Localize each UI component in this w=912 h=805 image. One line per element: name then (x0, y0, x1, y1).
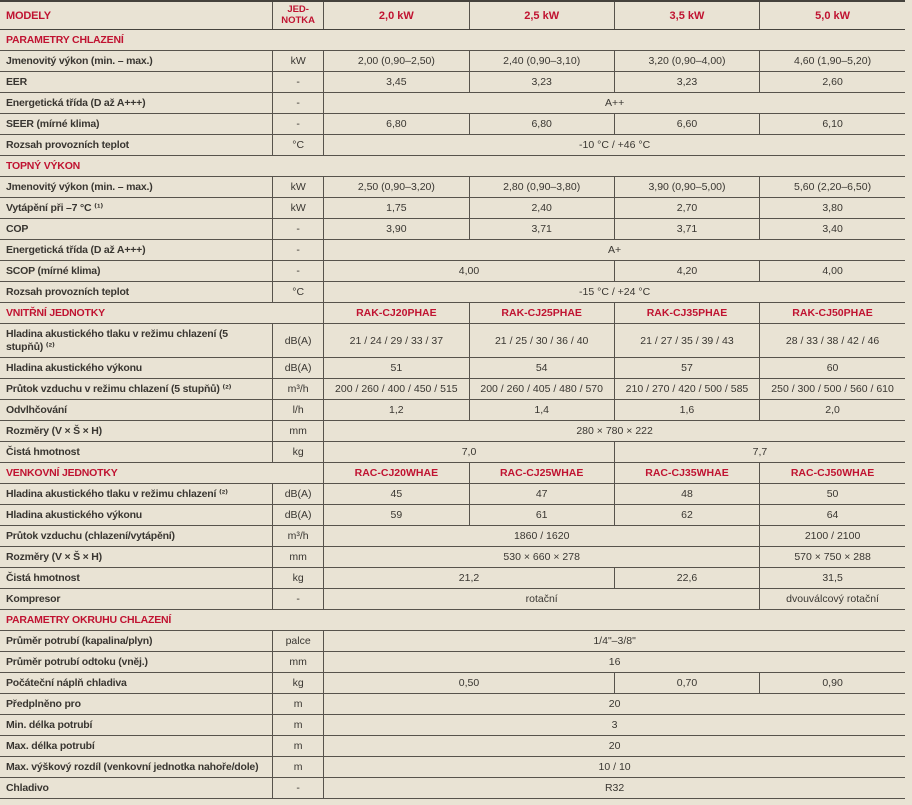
column-header-models: MODELY (0, 1, 273, 30)
value-cell: 31,5 (760, 568, 905, 589)
row-cooling-energy-class (0, 93, 905, 114)
section-row-circuit (0, 610, 905, 631)
row-label: COP (0, 219, 273, 240)
row-label: Odvlhčování (0, 400, 273, 421)
value-cell: 47 (469, 484, 614, 505)
value-cell: 3,71 (614, 219, 759, 240)
value-cell: 6,80 (469, 114, 614, 135)
unit-cell: mm (273, 652, 324, 673)
unit-cell: kg (273, 568, 324, 589)
row-cooling-seer (0, 114, 905, 135)
value-cell: 28 / 33 / 38 / 42 / 46 (760, 324, 905, 358)
value-cell: 2,00 (0,90–2,50) (324, 51, 469, 72)
unit-cell: m (273, 694, 324, 715)
section-title: PARAMETRY OKRUHU CHLAZENÍ (0, 610, 905, 631)
value-cell: 3,23 (614, 72, 759, 93)
value-cell: 0,50 (324, 673, 615, 694)
row-heating-temp-range (0, 282, 905, 303)
row-outdoor-airflow (0, 526, 905, 547)
row-label: Chladivo (0, 778, 273, 799)
unit-cell: l/h (273, 400, 324, 421)
value-cell: 10 / 10 (324, 757, 905, 778)
value-cell: 7,0 (324, 442, 615, 463)
value-cell: 2100 / 2100 (760, 526, 905, 547)
column-header-capacity-2: 2,5 kW (469, 1, 614, 30)
unit-cell: kg (273, 673, 324, 694)
value-cell: 62 (614, 505, 759, 526)
value-cell: 22,6 (614, 568, 759, 589)
value-cell: 200 / 260 / 400 / 450 / 515 (324, 379, 469, 400)
row-label: Kompresor (0, 589, 273, 610)
section-row-outdoor-units (0, 463, 905, 484)
value-cell: 3,90 (0,90–5,00) (614, 177, 759, 198)
outdoor-model-name: RAC-CJ25WHAE (469, 463, 614, 484)
column-header-unit: JED-NOTKA (273, 1, 324, 30)
unit-cell: dB(A) (273, 358, 324, 379)
value-cell: 2,80 (0,90–3,80) (469, 177, 614, 198)
value-cell: 6,60 (614, 114, 759, 135)
unit-cell: m³/h (273, 526, 324, 547)
row-label: Rozměry (V × Š × H) (0, 547, 273, 568)
value-cell: 6,80 (324, 114, 469, 135)
unit-cell: palce (273, 631, 324, 652)
value-cell: 280 × 780 × 222 (324, 421, 905, 442)
unit-cell: - (273, 778, 324, 799)
value-cell: A+ (324, 240, 905, 261)
unit-cell: kW (273, 177, 324, 198)
row-indoor-sound-power (0, 358, 905, 379)
row-label: Jmenovitý výkon (min. – max.) (0, 51, 273, 72)
value-cell: 61 (469, 505, 614, 526)
value-cell: R32 (324, 778, 905, 799)
unit-cell: - (273, 219, 324, 240)
value-cell: 210 / 270 / 420 / 500 / 585 (614, 379, 759, 400)
unit-cell: kW (273, 198, 324, 219)
unit-cell: dB(A) (273, 484, 324, 505)
row-label: Počáteční náplň chladiva (0, 673, 273, 694)
value-cell: 3,45 (324, 72, 469, 93)
value-cell: 3,71 (469, 219, 614, 240)
value-cell: 570 × 750 × 288 (760, 547, 905, 568)
unit-cell: mm (273, 421, 324, 442)
value-cell: 200 / 260 / 405 / 480 / 570 (469, 379, 614, 400)
value-cell: 50 (760, 484, 905, 505)
unit-cell: - (273, 114, 324, 135)
row-indoor-sound-pressure (0, 324, 905, 358)
value-cell: 3,90 (324, 219, 469, 240)
row-label: Max. délka potrubí (0, 736, 273, 757)
outdoor-model-name: RAC-CJ20WHAE (324, 463, 469, 484)
unit-cell: °C (273, 282, 324, 303)
section-row-cooling (0, 30, 905, 51)
row-circuit-pipe-diameter (0, 631, 905, 652)
section-row-indoor-units (0, 303, 905, 324)
value-cell: 60 (760, 358, 905, 379)
value-cell: A++ (324, 93, 905, 114)
unit-cell: - (273, 261, 324, 282)
indoor-model-name: RAK-CJ50PHAE (760, 303, 905, 324)
value-cell: 1,4 (469, 400, 614, 421)
unit-cell: m (273, 757, 324, 778)
row-outdoor-sound-power (0, 505, 905, 526)
column-header-capacity-1: 2,0 kW (324, 1, 469, 30)
row-heating-cop (0, 219, 905, 240)
unit-cell: dB(A) (273, 505, 324, 526)
row-outdoor-weight (0, 568, 905, 589)
unit-cell: mm (273, 547, 324, 568)
value-cell: 2,40 (469, 198, 614, 219)
value-cell: -10 °C / +46 °C (324, 135, 905, 156)
value-cell: 4,00 (324, 261, 615, 282)
row-label: Energetická třída (D až A+++) (0, 240, 273, 261)
value-cell: 4,20 (614, 261, 759, 282)
value-cell: 59 (324, 505, 469, 526)
value-cell: 3,23 (469, 72, 614, 93)
unit-cell: m (273, 715, 324, 736)
value-cell: 57 (614, 358, 759, 379)
value-cell: 4,60 (1,90–5,20) (760, 51, 905, 72)
row-label: Vytápění při –7 °C ⁽¹⁾ (0, 198, 273, 219)
column-header-capacity-4: 5,0 kW (760, 1, 905, 30)
value-cell: -15 °C / +24 °C (324, 282, 905, 303)
value-cell: 51 (324, 358, 469, 379)
value-cell: 2,70 (614, 198, 759, 219)
outdoor-model-name: RAC-CJ50WHAE (760, 463, 905, 484)
row-outdoor-sound-pressure (0, 484, 905, 505)
value-cell: 16 (324, 652, 905, 673)
row-label: Průměr potrubí odtoku (vněj.) (0, 652, 273, 673)
row-label: Hladina akustického výkonu (0, 505, 273, 526)
row-circuit-precharged (0, 694, 905, 715)
row-circuit-min-pipe (0, 715, 905, 736)
value-cell: 3 (324, 715, 905, 736)
row-label: Průměr potrubí (kapalina/plyn) (0, 631, 273, 652)
value-cell: 21 / 27 / 35 / 39 / 43 (614, 324, 759, 358)
value-cell: 1,6 (614, 400, 759, 421)
row-circuit-drain-diameter (0, 652, 905, 673)
row-label: Hladina akustického tlaku v režimu chlazení ⁽²⁾ (0, 484, 273, 505)
value-cell: 6,10 (760, 114, 905, 135)
section-row-heating (0, 156, 905, 177)
row-circuit-refrigerant (0, 778, 905, 799)
row-label: Předplněno pro (0, 694, 273, 715)
row-cooling-temp-range (0, 135, 905, 156)
value-cell: 250 / 300 / 500 / 560 / 610 (760, 379, 905, 400)
row-label: Čistá hmotnost (0, 568, 273, 589)
value-cell: 1860 / 1620 (324, 526, 760, 547)
value-cell: 0,90 (760, 673, 905, 694)
indoor-model-name: RAK-CJ35PHAE (614, 303, 759, 324)
value-cell: 1,2 (324, 400, 469, 421)
row-outdoor-compressor (0, 589, 905, 610)
indoor-model-name: RAK-CJ20PHAE (324, 303, 469, 324)
value-cell: 3,40 (760, 219, 905, 240)
section-title: TOPNÝ VÝKON (0, 156, 905, 177)
row-label: Rozsah provozních teplot (0, 135, 273, 156)
row-label: SEER (mírné klima) (0, 114, 273, 135)
row-indoor-weight (0, 442, 905, 463)
row-label: Min. délka potrubí (0, 715, 273, 736)
value-cell: 20 (324, 736, 905, 757)
unit-cell: °C (273, 135, 324, 156)
row-cooling-nominal (0, 51, 905, 72)
value-cell: 45 (324, 484, 469, 505)
row-label: Hladina akustického tlaku v režimu chlazení (5 stupňů) ⁽²⁾ (0, 324, 273, 358)
value-cell: rotační (324, 589, 760, 610)
value-cell: 21 / 25 / 30 / 36 / 40 (469, 324, 614, 358)
unit-cell: - (273, 240, 324, 261)
value-cell: 48 (614, 484, 759, 505)
row-label: Jmenovitý výkon (min. – max.) (0, 177, 273, 198)
indoor-model-name: RAK-CJ25PHAE (469, 303, 614, 324)
value-cell: 1,75 (324, 198, 469, 219)
section-title: VNITŘNÍ JEDNOTKY (0, 303, 324, 324)
unit-cell: - (273, 72, 324, 93)
value-cell: 20 (324, 694, 905, 715)
value-cell: 1/4"–3/8" (324, 631, 905, 652)
unit-cell: - (273, 589, 324, 610)
row-indoor-dehumidification (0, 400, 905, 421)
unit-cell: kg (273, 442, 324, 463)
unit-cell: m³/h (273, 379, 324, 400)
value-cell: 3,80 (760, 198, 905, 219)
unit-cell: m (273, 736, 324, 757)
column-header-capacity-3: 3,5 kW (614, 1, 759, 30)
value-cell: 0,70 (614, 673, 759, 694)
row-label: Energetická třída (D až A+++) (0, 93, 273, 114)
value-cell: 21 / 24 / 29 / 33 / 37 (324, 324, 469, 358)
row-label: EER (0, 72, 273, 93)
section-title: VENKOVNÍ JEDNOTKY (0, 463, 324, 484)
row-cooling-eer (0, 72, 905, 93)
row-label: Čistá hmotnost (0, 442, 273, 463)
row-label: Průtok vzduchu v režimu chlazení (5 stupňů) ⁽²⁾ (0, 379, 273, 400)
unit-cell: dB(A) (273, 324, 324, 358)
value-cell: 3,20 (0,90–4,00) (614, 51, 759, 72)
row-indoor-dimensions (0, 421, 905, 442)
row-label: Průtok vzduchu (chlazení/vytápění) (0, 526, 273, 547)
outdoor-model-name: RAC-CJ35WHAE (614, 463, 759, 484)
value-cell: 21,2 (324, 568, 615, 589)
row-heating-energy-class (0, 240, 905, 261)
row-circuit-height-diff (0, 757, 905, 778)
unit-cell: kW (273, 51, 324, 72)
value-cell: 2,60 (760, 72, 905, 93)
row-label: Max. výškový rozdíl (venkovní jednotka nahoře/dole) (0, 757, 273, 778)
row-label: SCOP (mírné klima) (0, 261, 273, 282)
value-cell: dvouválcový rotační (760, 589, 905, 610)
value-cell: 5,60 (2,20–6,50) (760, 177, 905, 198)
value-cell: 64 (760, 505, 905, 526)
value-cell: 7,7 (614, 442, 905, 463)
value-cell: 2,0 (760, 400, 905, 421)
row-label: Rozměry (V × Š × H) (0, 421, 273, 442)
value-cell: 2,50 (0,90–3,20) (324, 177, 469, 198)
value-cell: 4,00 (760, 261, 905, 282)
value-cell: 2,40 (0,90–3,10) (469, 51, 614, 72)
value-cell: 530 × 660 × 278 (324, 547, 760, 568)
row-label: Hladina akustického výkonu (0, 358, 273, 379)
row-label: Rozsah provozních teplot (0, 282, 273, 303)
unit-cell: - (273, 93, 324, 114)
row-outdoor-dimensions (0, 547, 905, 568)
row-circuit-max-pipe (0, 736, 905, 757)
section-title: PARAMETRY CHLAZENÍ (0, 30, 905, 51)
table-header-row (0, 1, 905, 30)
row-circuit-refrigerant-charge (0, 673, 905, 694)
row-heating-minus7 (0, 198, 905, 219)
row-indoor-airflow (0, 379, 905, 400)
row-heating-nominal (0, 177, 905, 198)
value-cell: 54 (469, 358, 614, 379)
row-heating-scop (0, 261, 905, 282)
